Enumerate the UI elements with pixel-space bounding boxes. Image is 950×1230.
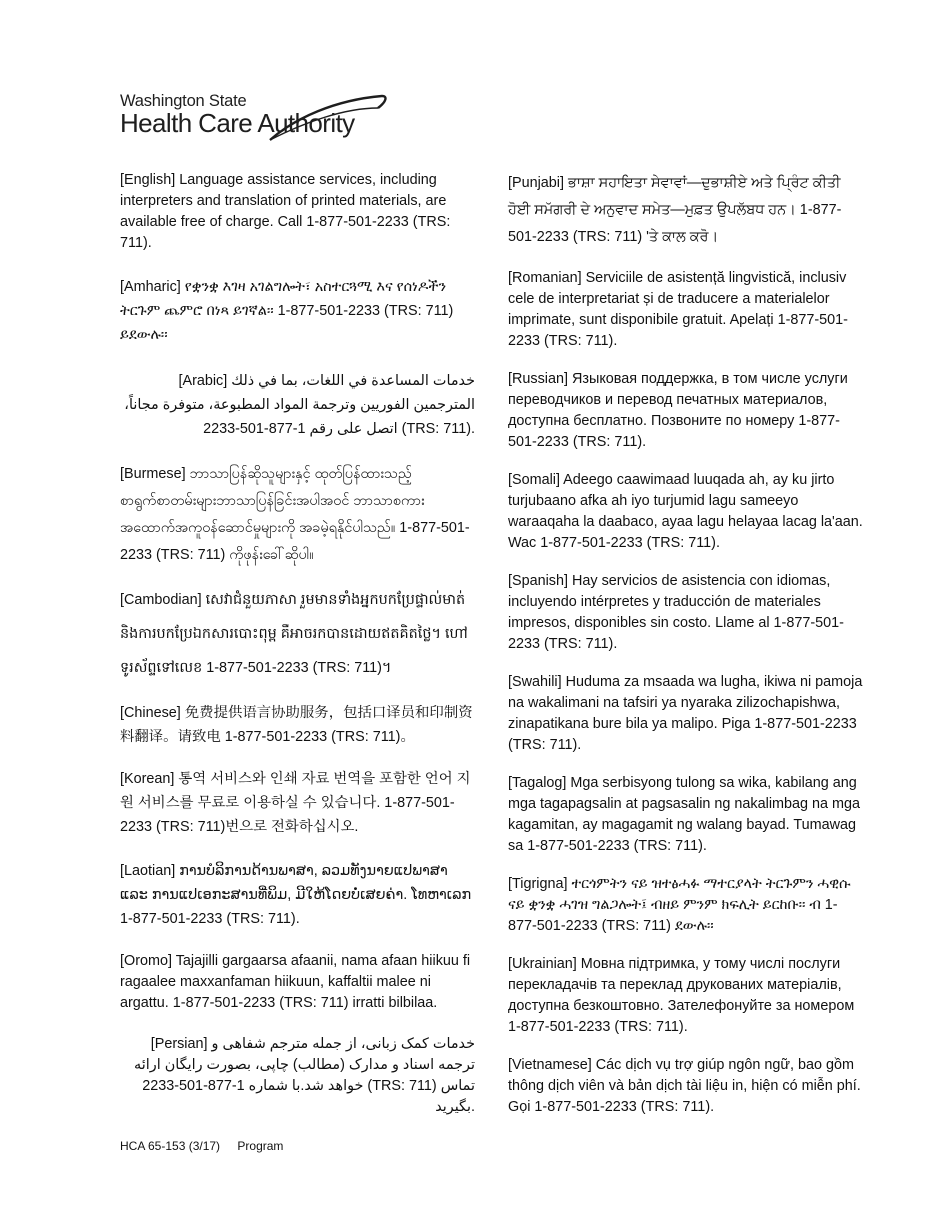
notice-persian: [Persian] خدمات کمک زبانی، از جمله مترجم شفاهی و ترجمه اسناد و مدارک (مطالب) چاپی، بصورت رایگان ارائه خواهد شد.با شماره 1-877-501-2233 (TRS: 711) تماس بگیرید. <box>134 1036 475 1115</box>
left-column <box>120 170 475 1118</box>
notice-romanian: [Romanian] Serviciile de asistență lingvistică, inclusiv cele de interpretariat și de traducere a materialelor imprimate, sunt disponibile gratuit. Apelați 1-877-501-2233 (TRS: 711). <box>508 270 848 349</box>
footer-program: Program <box>237 1139 284 1153</box>
hca-logo <box>120 88 400 144</box>
notice-ukrainian: [Ukrainian] Мовна підтримка, у тому числі послуги перекладачів та переклад друкованих матеріалів, доступна безкоштовно. Зателефонуйте за номером 1-877-501-2233 (TRS: 711). <box>508 956 855 1035</box>
logo-line-2: Health Care Authority <box>120 108 355 138</box>
notice-amharic: [Amharic] የቋንቋ እገዛ አገልግሎት፣ አስተርጓሚ እና የሰነዶችን ትርጉም ጨምሮ በነጻ ይገኛል፡፡ 1-877-501-2233 (TRS: 711) ይደውሉ፡፡ <box>120 279 454 343</box>
notice-english: [English] Language assistance services, including interpreters and translation of printed materials, are available free of charge. Call 1-877-501-2233 (TRS: 711). <box>120 172 451 251</box>
notice-chinese: [Chinese] 免费提供语言协助服务，包括口译员和印制资料翻译。请致电 1-877-501-2233 (TRS: 711)。 <box>120 705 473 745</box>
right-column <box>508 170 863 1118</box>
logo-line-1: Washington State <box>120 92 247 110</box>
notice-russian: [Russian] Языковая поддержка, в том числе услуги переводчиков и перевод печатных материалов, доступна бесплатно. Позвоните по номеру 1-877-501-2233 (TRS: 711). <box>508 371 848 450</box>
notice-somali: [Somali] Adeego caawimaad luuqada ah, ay ku jirto turjubaano afka ah iyo turjumid lagu sameeyo waraaqaha la daabaco, ayaa lagu helayaa lacag la'aan. Wac 1-877-501-2233 (TRS: 711). <box>508 472 863 551</box>
notice-punjabi: [Punjabi] ਭਾਸ਼ਾ ਸਹਾਇਤਾ ਸੇਵਾਵਾਂ—ਦੁਭਾਸ਼ੀਏ ਅਤੇ ਪ੍ਰਿੰਟ ਕੀਤੀ ਹੋਈ ਸਮੱਗਰੀ ਦੇ ਅਨੁਵਾਦ ਸਮੇਤ—ਮੁਫ਼ਤ ਉਪਲੱਬਧ ਹਨ। 1-877-501-2233 (TRS: 711) 'ਤੇ ਕਾਲ ਕਰੋ। <box>508 175 842 245</box>
notice-tigrigna: [Tigrigna] ተርጎምትን ናይ ዝተፅሓፉ ማተርያላት ትርጉምን ሓዊሱ ናይ ቋንቋ ሓገዝ ግልጋሎት፤ ብዘይ ምንም ክፍሊት ይርከቡ፡፡ ብ 1-877-501-2233 (TRS: 711) ደውሉ፡፡ <box>508 876 851 934</box>
notice-laotian: [Laotian] ການບໍລິການດ້ານພາສາ, ລວມທັງນາຍແປພາສາ ແລະ ການແປເອກະສານທີ່ພິມ, ມີໃຫ້ໂດຍບໍ່ເສຍຄ່າ. ໂທຫາເລກ 1-877-501-2233 (TRS: 711). <box>120 863 472 927</box>
notice-vietnamese: [Vietnamese] Các dịch vụ trợ giúp ngôn ngữ, bao gồm thông dịch viên và bản dịch tài liệu in, hiện có miễn phí. Gọi 1-877-501-2233 (TRS: 711). <box>508 1057 861 1115</box>
notice-cambodian: [Cambodian] សេវាជំនួយភាសា រួមមានទាំងអ្នកបកប្រែផ្ទាល់មាត់ និងការបកប្រែឯកសារបោះពុម្ព គឺអាចរកបានដោយឥតគិតថ្លៃ។ ហៅទូរស័ព្ទទៅលេខ 1-877-501-2233 (TRS: 711)។ <box>120 592 468 676</box>
notice-burmese: [Burmese] ဘာသာပြန်ဆိုသူများနှင့် ထုတ်ပြန်ထားသည့် စာရွက်စာတမ်းများဘာသာပြန်ခြင်းအပါအဝင် ဘာသာစကားအထောက်အကူဝန်ဆောင်မှုများကို အခမဲ့ရနိုင်ပါသည်။ 1-877-501-2233 (TRS: 711) ကိုဖုန်းခေါ်ဆိုပါ။ <box>120 466 470 563</box>
notice-korean: [Korean] 통역 서비스와 인쇄 자료 번역을 포함한 언어 지원 서비스를 무료로 이용하실 수 있습니다. 1-877-501-2233 (TRS: 711)번으로 전화하십시오. <box>120 771 471 835</box>
notice-oromo: [Oromo] Tajajilli gargaarsa afaanii, nama afaan hiikuu fi ragaalee maxxanfaman hiikuun, kaffaltii malee ni argattu. 1-877-501-2233 (TRS: 711) irratti bilbilaa. <box>120 953 471 1011</box>
page-footer <box>120 1139 283 1153</box>
notice-tagalog: [Tagalog] Mga serbisyong tulong sa wika, kabilang ang mga tagapagsalin at pagsasalin ng nakalimbag na mga kagamitan, ay magagamit ng walang bayad. Tumawag sa 1-877-501-2233 (TRS: 711). <box>508 775 861 854</box>
notice-arabic: [Arabic] خدمات المساعدة في اللغات، بما في ذلك المترجمين الفوريين وترجمة المواد المطبوعة، متوفرة مجاناً، اتصل على رقم 1-877-501-2233 (TRS: 711). <box>124 373 475 437</box>
notice-spanish: [Spanish] Hay servicios de asistencia con idiomas, incluyendo intérpretes y traducción de materiales impresos, disponibles sin costo. Llame al 1-877-501-2233 (TRS: 711). <box>508 573 844 652</box>
form-code: HCA 65-153 (3/17) <box>120 1139 221 1153</box>
notice-swahili: [Swahili] Huduma za msaada wa lugha, ikiwa ni pamoja na wakalimani na tafsiri ya nyaraka zilizochapishwa, zinapatikana bure bila ya malipo. Piga 1-877-501-2233 (TRS: 711). <box>508 674 863 753</box>
